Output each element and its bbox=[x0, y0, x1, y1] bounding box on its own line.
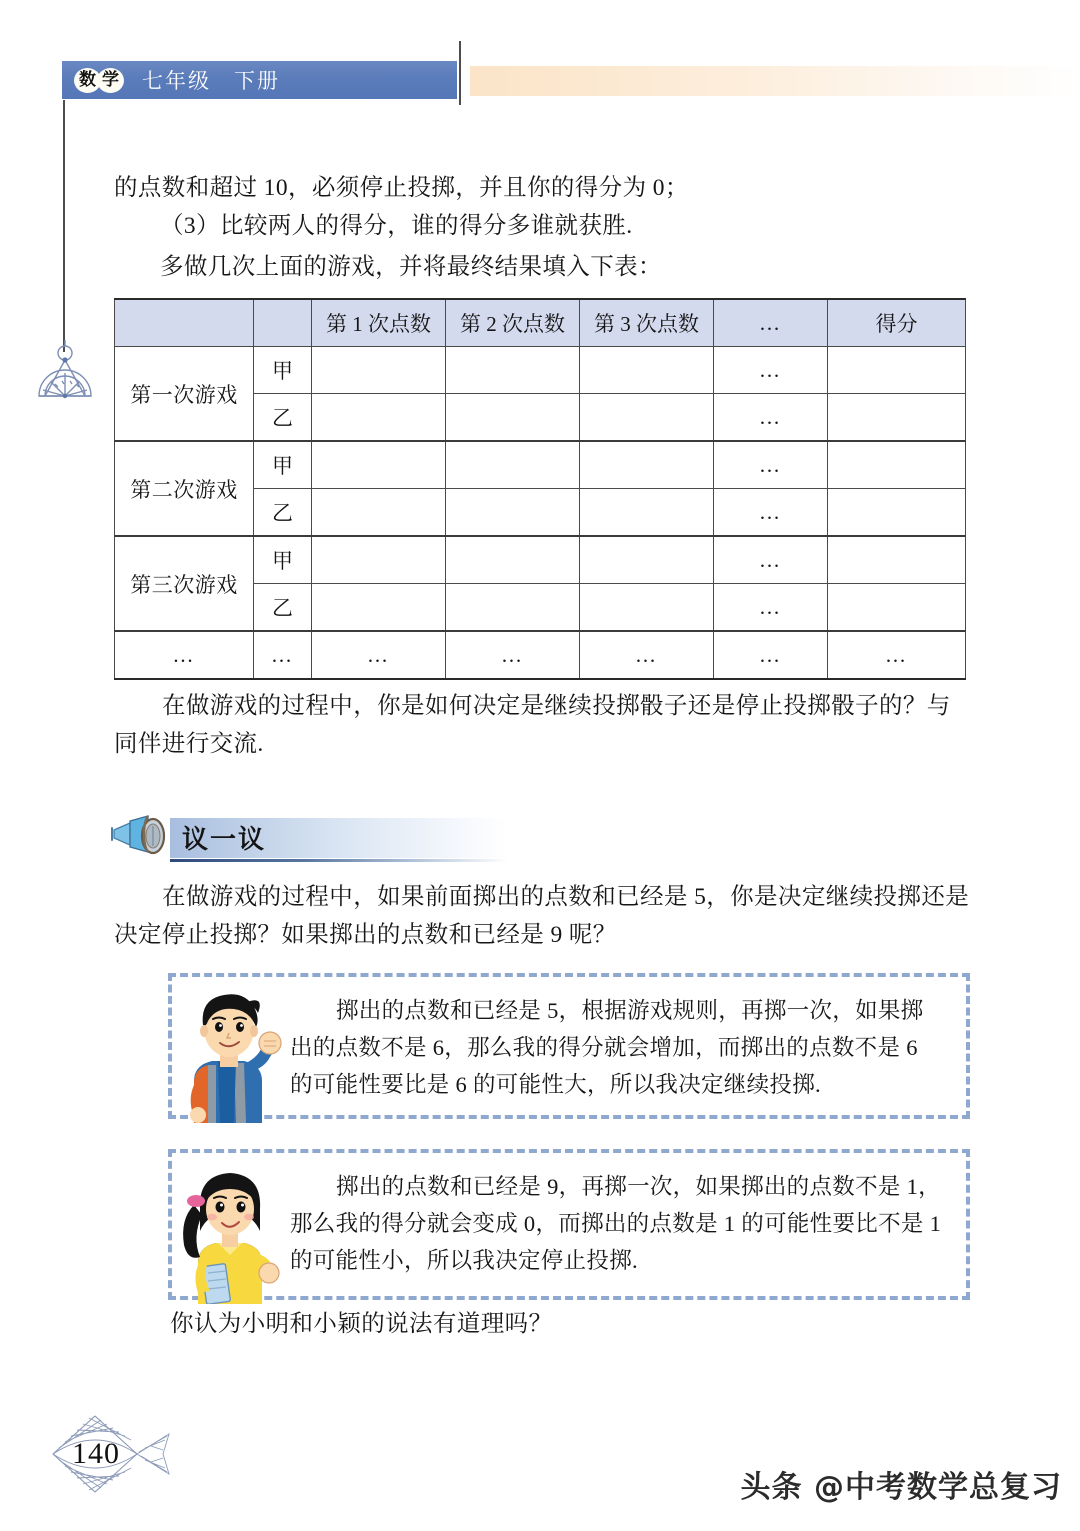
cell-roll-3[interactable] bbox=[580, 441, 714, 489]
cell-ellipsis: … bbox=[254, 631, 312, 679]
cell-score[interactable] bbox=[828, 489, 966, 537]
paragraph-rule-three: （3）比较两人的得分，谁的得分多谁就获胜. bbox=[160, 213, 633, 239]
girl-avatar bbox=[172, 1153, 290, 1296]
table-row bbox=[115, 441, 966, 489]
cell-score[interactable] bbox=[828, 394, 966, 442]
cell-score[interactable] bbox=[828, 584, 966, 632]
cell-ellipsis: … bbox=[714, 631, 828, 679]
game-label-3: 第三次游戏 bbox=[115, 536, 254, 631]
cell-ellipsis: … bbox=[714, 584, 828, 632]
table-row-ellipsis bbox=[115, 631, 966, 679]
page-header-bar bbox=[62, 61, 457, 99]
game-results-table bbox=[114, 298, 966, 680]
cell-roll-1[interactable] bbox=[312, 347, 446, 394]
cell-ellipsis: … bbox=[446, 631, 580, 679]
player-label: 甲 bbox=[254, 347, 312, 394]
cell-roll-3[interactable] bbox=[580, 584, 714, 632]
table-header-row bbox=[115, 299, 966, 347]
header-accent-bar bbox=[470, 66, 1080, 96]
paragraph-fill-table-instruction: 多做几次上面的游戏，并将最终结果填入下表： bbox=[160, 254, 662, 280]
subject-badge-xue: 学 bbox=[97, 68, 124, 93]
dialog-box-boy bbox=[168, 973, 970, 1119]
protractor-ornament-icon bbox=[29, 340, 101, 412]
cell-score[interactable] bbox=[828, 536, 966, 584]
girl-avatar-icon bbox=[172, 1153, 290, 1304]
discuss-section-label: 议一议 bbox=[182, 825, 267, 855]
player-label: 乙 bbox=[254, 394, 312, 442]
table-header-score: 得分 bbox=[828, 299, 966, 347]
subject-logo bbox=[74, 68, 124, 93]
cell-score[interactable] bbox=[828, 347, 966, 394]
player-label: 甲 bbox=[254, 441, 312, 489]
cell-roll-3[interactable] bbox=[580, 394, 714, 442]
cell-ellipsis: … bbox=[714, 536, 828, 584]
subject-badge-shu: 数 bbox=[74, 68, 101, 93]
header-title: 七年级 下册 bbox=[142, 69, 280, 93]
cell-ellipsis: … bbox=[580, 631, 714, 679]
table-row bbox=[115, 347, 966, 394]
dialog-box-girl bbox=[168, 1149, 970, 1300]
paragraph-rule-continuation: 的点数和超过 10，必须停止投掷，并且你的得分为 0； bbox=[114, 175, 689, 201]
table-header-roll-2: 第 2 次点数 bbox=[446, 299, 580, 347]
cell-roll-1[interactable] bbox=[312, 394, 446, 442]
header-vertical-rule bbox=[459, 41, 461, 105]
dialog-text-girl: 掷出的点数和已经是 9，再掷一次，如果掷出的点数不是 1，那么我的得分就会变成 0，而掷出的点数是 1 的可能性要比不是 1 的可能性小，所以我决定停止投掷. bbox=[290, 1174, 942, 1273]
cell-roll-2[interactable] bbox=[446, 584, 580, 632]
table-row bbox=[115, 536, 966, 584]
player-label: 乙 bbox=[254, 584, 312, 632]
game-label-1: 第一次游戏 bbox=[115, 347, 254, 442]
table-header-ellipsis: … bbox=[714, 299, 828, 347]
cell-ellipsis: … bbox=[714, 394, 828, 442]
paragraph-discuss-question: 在做游戏的过程中，如果前面掷出的点数和已经是 5，你是决定继续投掷还是决定停止投掷？如果掷出的点数和已经是 9 呢？ bbox=[114, 884, 970, 948]
discuss-section-header bbox=[108, 810, 508, 868]
cell-ellipsis: … bbox=[714, 489, 828, 537]
cell-ellipsis: … bbox=[714, 441, 828, 489]
paragraph-reflection: 在做游戏的过程中，你是如何决定是继续投掷骰子还是停止投掷骰子的？与同伴进行交流. bbox=[114, 693, 951, 757]
cell-roll-2[interactable] bbox=[446, 441, 580, 489]
cell-roll-2[interactable] bbox=[446, 536, 580, 584]
cell-ellipsis: … bbox=[312, 631, 446, 679]
cell-roll-1[interactable] bbox=[312, 584, 446, 632]
cell-ellipsis: … bbox=[714, 347, 828, 394]
table-header-roll-3: 第 3 次点数 bbox=[580, 299, 714, 347]
cell-roll-2[interactable] bbox=[446, 394, 580, 442]
player-label: 乙 bbox=[254, 489, 312, 537]
cell-roll-2[interactable] bbox=[446, 347, 580, 394]
cell-roll-1[interactable] bbox=[312, 441, 446, 489]
table-header-blank-game bbox=[115, 299, 254, 347]
cell-roll-2[interactable] bbox=[446, 489, 580, 537]
cell-roll-3[interactable] bbox=[580, 347, 714, 394]
table-header-roll-1: 第 1 次点数 bbox=[312, 299, 446, 347]
cell-roll-3[interactable] bbox=[580, 536, 714, 584]
left-margin-rule bbox=[63, 100, 65, 352]
boy-avatar-icon bbox=[172, 977, 290, 1123]
cell-roll-1[interactable] bbox=[312, 489, 446, 537]
game-label-2: 第二次游戏 bbox=[115, 441, 254, 536]
cell-roll-1[interactable] bbox=[312, 536, 446, 584]
table-header-blank-who bbox=[254, 299, 312, 347]
player-label: 甲 bbox=[254, 536, 312, 584]
watermark-text: 头条 @中考数学总复习 bbox=[740, 1470, 1062, 1505]
page-number: 140 bbox=[72, 1437, 120, 1470]
dialog-text-boy: 掷出的点数和已经是 5，根据游戏规则，再掷一次，如果掷出的点数不是 6，那么我的得分就会增加，而掷出的点数不是 6 的可能性要比是 6 的可能性大，所以我决定继续投掷. bbox=[290, 998, 924, 1097]
paragraph-closing-question: 你认为小明和小颖的说法有道理吗？ bbox=[170, 1311, 553, 1337]
cell-ellipsis: … bbox=[828, 631, 966, 679]
boy-avatar bbox=[172, 977, 290, 1115]
cell-roll-3[interactable] bbox=[580, 489, 714, 537]
megaphone-icon bbox=[108, 810, 174, 864]
cell-ellipsis: … bbox=[115, 631, 254, 679]
cell-score[interactable] bbox=[828, 441, 966, 489]
